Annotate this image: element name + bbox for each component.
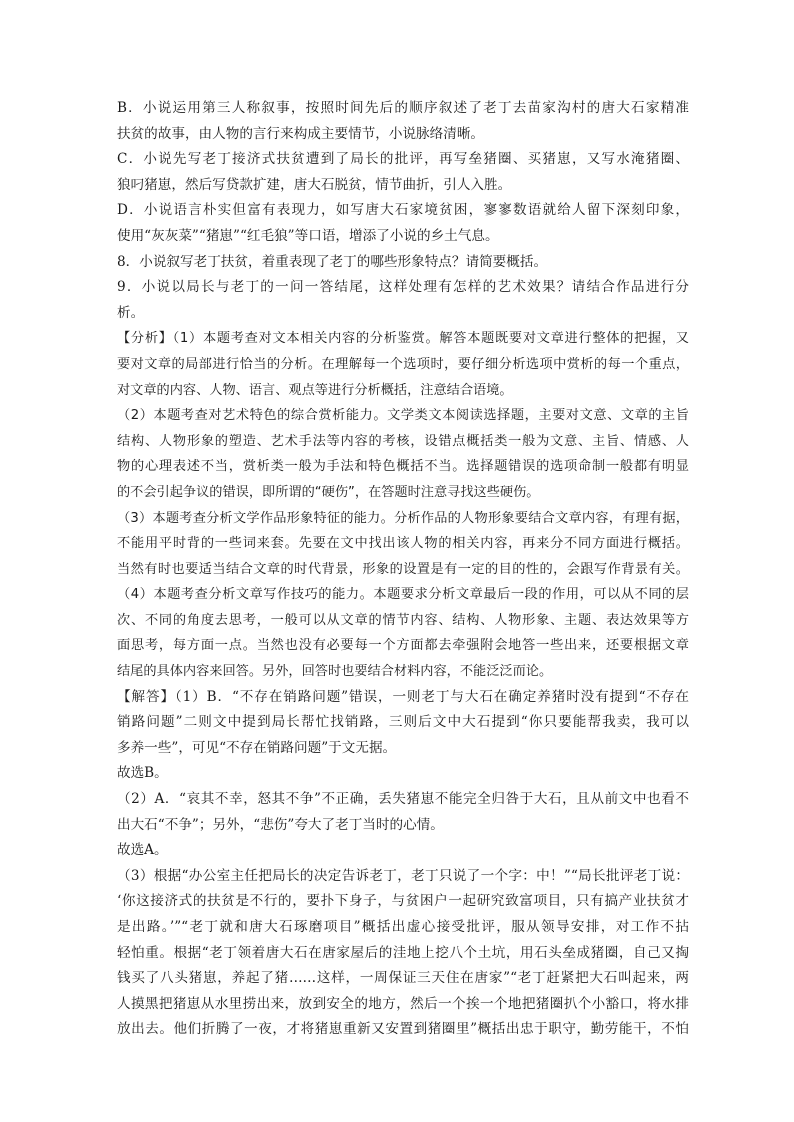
text-line: 多养一些”，可见“不存在销路问题”于文无据。 [117,739,397,756]
text-line: 出大石“不争”；另外，“悲伤”夸大了老丁当时的心情。 [117,816,444,833]
text-line: 对文章的内容、人物、语言、观点等进行分析概括，注意结合语境。 [117,382,513,398]
text-line: 【解答】（1）B．“不存在销路问题”错误，一则老丁与大石在确定养猪时没有提到“不存在 [117,688,689,705]
text-line: 狼叼猪崽，然后写贷款扩建，唐大石脱贫，情节曲折，引人入胜。 [117,176,512,193]
text-line: （4）本题考查分析文章写作技巧的能力。本题要求分析文章最后一段的作用，可以从不同的层 [117,587,689,603]
text-line: （3）本题考查分析文学作品形象特征的能力。分析作品的人物形象要结合文章内容，有理有据， [117,510,689,526]
text-line: 使用“灰灰菜”“猪崽”“红毛狼”等口语，增添了小说的乡土气息。 [117,227,499,244]
text-line: D．小说语言朴实但富有表现力，如写唐大石家境贫困，寥寥数语就给人留下深刻印象， [117,202,689,219]
text-line: 物的心理表述不当，赏析类一般为手法和特色概括不当。选择题错误的选项命制一般都有明显 [117,459,689,475]
text-line: 要对文章的局部进行恰当的分析。在理解每一个选项时，要仔细分析选项中赏析的每一个重点， [117,356,689,372]
text-line: 当然有时也要适当结合文章的时代背景，形象的设置是有一定的目的性的，会跟写作背景有关。 [117,561,689,577]
text-line: B．小说运用第三人称叙事，按照时间先后的顺序叙述了老丁去苗家沟村的唐大石家精准 [117,100,689,116]
text-line: 放出去。他们折腾了一夜，才将猪崽重新又安置到猪圈里”概括出忠于职守，勤劳能干，不怕 [117,1021,689,1038]
text-line: 结构、人物形象的塑造、艺术手法等内容的考核，设错点概括类一般为文意、主旨、情感、人 [117,433,689,449]
text-line: 不能用平时背的一些词来套。先要在文中找出该人物的相关内容，再来分不同方面进行概括。 [117,536,689,552]
text-line: 钱买了八头猪崽，养起了猪……这样，一周保证三天住在唐家”“老丁赶紧把大石叫起来，两 [117,970,689,987]
text-line: 人摸黑把猪崽从水里捞出来，放到安全的地方，然后一个挨一个地把猪圈扒个小豁口，将水排 [117,995,689,1012]
text-line: （2）本题考查对艺术特色的综合赏析能力。文学类文本阅读选择题，主要对文意、文章的主旨 [117,408,689,424]
text-line: 扶贫的故事，由人物的言行来构成主要情节，小说脉络清晰。 [117,125,485,142]
text-line: 的不会引起争议的错误，即所谓的“硬伤”，在答题时注意寻找这些硬伤。 [117,484,540,500]
document-page [117,96,689,1043]
text-line: 【分析】（1）本题考查对文本相关内容的分析鉴赏。解答本题既要对文章进行整体的把握，又 [117,331,689,347]
text-line: ‘你这接济式的扶贫是不行的，要扑下身子，与贫困户一起研究致富项目，只有搞产业扶贫才 [117,893,689,910]
text-line: （3）根据“办公室主任把局长的决定告诉老丁，老丁只说了一个字：中！”“局长批评老丁说： [117,867,689,884]
text-line: 故选B。 [117,765,168,782]
text-line: C．小说先写老丁接济式扶贫遭到了局长的批评，再写垒猪圈、买猪崽，又写水淹猪圈、 [117,151,689,168]
text-line: 故选A。 [117,842,168,859]
text-line: 9．小说以局长与老丁的一问一答结尾，这样处理有怎样的艺术效果？请结合作品进行分 [117,279,689,296]
text-line: 8．小说叙写老丁扶贫，着重表现了老丁的哪些形象特点？请简要概括。 [117,253,548,270]
text-line: 轻怕重。根据“老丁领着唐大石在唐家屋后的洼地上挖八个土坑，用石头垒成猪圈，自己又掏 [117,944,689,961]
text-line: 销路问题”二则文中提到局长帮忙找销路，三则后文中大石提到“你只要能帮我卖，我可以 [117,714,689,731]
text-line: （2）A．“哀其不幸，怒其不争”不正确，丢失猪崽不能完全归咎于大石，且从前文中也看不 [117,791,689,808]
text-line: 是出路。’”“老丁就和唐大石琢磨项目”概括出虚心接受批评，服从领导安排，对工作不拈 [117,919,689,935]
text-line: 次、不同的角度去思考，一般可以从文章的情节内容、结构、人物形象、主题、表达效果等方 [117,612,689,628]
text-line: 结尾的具体内容来回答。另外，回答时也要结合材料内容，不能泛泛而论。 [117,664,553,680]
text-line: 析。 [117,304,145,321]
text-line: 面思考，每方面一点。当然也没有必要每一个方面都去牵强附会地答一些出来，还要根据文章 [117,638,689,654]
